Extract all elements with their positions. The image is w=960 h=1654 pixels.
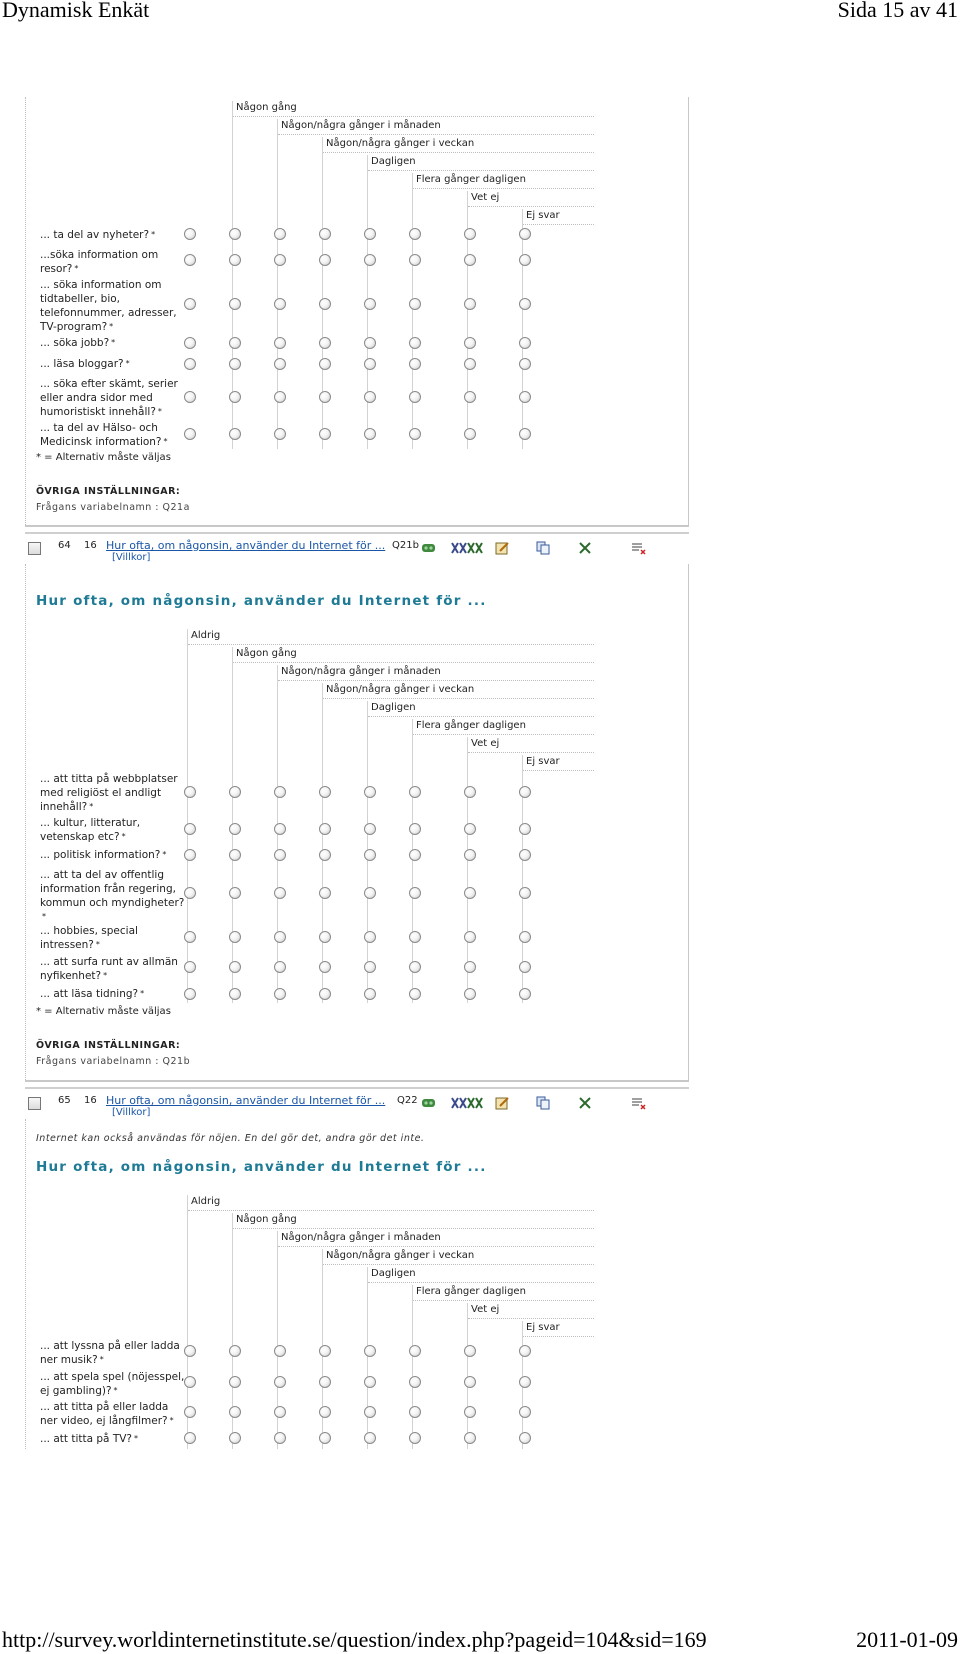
answer-radio[interactable] (184, 337, 196, 349)
answer-radio[interactable] (409, 849, 421, 861)
page-footer-url: http://survey.worldinternetinstitute.se/question/index.php?pageid=104&sid=169 (2, 1627, 707, 1652)
answer-radio[interactable] (364, 1406, 376, 1418)
answer-radio[interactable] (364, 786, 376, 798)
required-marker: * (151, 230, 156, 239)
answer-radio[interactable] (364, 823, 376, 835)
row-label (40, 336, 186, 350)
answer-radio[interactable] (364, 337, 376, 349)
answer-radio[interactable] (464, 988, 476, 1000)
row-label (40, 955, 186, 983)
answer-radio[interactable] (519, 254, 531, 266)
header-rule (278, 134, 594, 135)
copy-icon[interactable] (535, 540, 552, 554)
answer-radio[interactable] (274, 337, 286, 349)
answer-radio[interactable] (519, 849, 531, 861)
header-rule (323, 152, 594, 153)
answer-radio[interactable] (464, 1406, 476, 1418)
row-question-text: ... ta del av Hälso- och Medicinsk information? (40, 422, 162, 448)
row-question-text: ... att ta del av offentlig information från regering, kommun och myndigheter? (40, 869, 185, 909)
answer-radio[interactable] (464, 254, 476, 266)
answer-radio[interactable] (319, 786, 331, 798)
answer-radio[interactable] (409, 337, 421, 349)
answer-radio[interactable] (184, 849, 196, 861)
column-divider (322, 683, 323, 1003)
column-header: Flera gånger dagligen (416, 1286, 526, 1297)
answer-radio[interactable] (364, 1345, 376, 1357)
answer-radio[interactable] (364, 887, 376, 899)
column-header: Någon/några gånger i månaden (281, 1232, 441, 1243)
answer-radio[interactable] (274, 1376, 286, 1388)
answer-radio[interactable] (319, 849, 331, 861)
answer-radio[interactable] (274, 298, 286, 310)
answer-radio[interactable] (409, 988, 421, 1000)
answer-radio[interactable] (464, 337, 476, 349)
answer-radio[interactable] (364, 298, 376, 310)
question-order: 65 (58, 1095, 71, 1106)
header-rule (523, 1336, 594, 1337)
answer-radio[interactable] (319, 1376, 331, 1388)
page-footer-date: 2011-01-09 (856, 1627, 958, 1652)
answer-radio[interactable] (229, 428, 241, 440)
column-header: Någon/några gånger i veckan (326, 138, 475, 149)
column-header: Ej svar (526, 210, 560, 221)
header-rule (323, 698, 594, 699)
answer-radio[interactable] (364, 1432, 376, 1444)
column-header: Ej svar (526, 1322, 560, 1333)
answer-radio[interactable] (184, 358, 196, 370)
delete-question-icon[interactable] (630, 540, 647, 554)
header-rule (323, 1264, 594, 1265)
row-label (40, 421, 186, 449)
answer-radio[interactable] (319, 961, 331, 973)
answer-radio[interactable] (409, 1376, 421, 1388)
header-rule (468, 206, 594, 207)
answer-radio[interactable] (274, 961, 286, 973)
answer-radio[interactable] (464, 1376, 476, 1388)
required-marker: * (169, 1416, 174, 1425)
edit-icon[interactable] (494, 1095, 511, 1109)
answer-radio[interactable] (409, 428, 421, 440)
answer-radio[interactable] (274, 1432, 286, 1444)
answer-radio[interactable] (229, 961, 241, 973)
required-note: * = Alternativ måste väljas (36, 1006, 171, 1017)
answer-radio[interactable] (409, 228, 421, 240)
column-header: Vet ej (471, 192, 500, 203)
answer-radio[interactable] (184, 961, 196, 973)
row-question-text: ... söka jobb? (40, 337, 110, 349)
answer-radio[interactable] (409, 931, 421, 943)
answer-radio[interactable] (519, 887, 531, 899)
answer-radio[interactable] (229, 1376, 241, 1388)
answer-radio[interactable] (229, 931, 241, 943)
answer-radio[interactable] (229, 391, 241, 403)
answer-radio[interactable] (229, 1406, 241, 1418)
question-link[interactable]: Hur ofta, om någonsin, använder du Internet för ... (106, 539, 386, 552)
answer-radio[interactable] (519, 298, 531, 310)
answer-radio[interactable] (274, 988, 286, 1000)
conditions-link[interactable]: [Villkor] (112, 1107, 151, 1118)
column-header: Någon/några gånger i månaden (281, 666, 441, 677)
answer-radio[interactable] (364, 849, 376, 861)
copy-icon[interactable] (535, 1095, 552, 1109)
header-rule (233, 116, 594, 117)
answer-radio[interactable] (519, 823, 531, 835)
answer-radio[interactable] (464, 358, 476, 370)
answer-radio[interactable] (409, 786, 421, 798)
row-question-text: ... att titta på eller ladda ner video, ej långfilmer? (40, 1401, 169, 1427)
column-header: Dagligen (371, 1268, 416, 1279)
required-marker: * (140, 989, 145, 998)
answer-radio[interactable] (319, 391, 331, 403)
answer-radio[interactable] (184, 1345, 196, 1357)
other-settings-heading: ÖVRIGA INSTÄLLNINGAR: (36, 1040, 181, 1051)
answer-radio[interactable] (319, 298, 331, 310)
question-title: Hur ofta, om någonsin, använder du Internet för ... (36, 593, 487, 609)
answer-radio[interactable] (464, 887, 476, 899)
column-header: Aldrig (191, 1196, 221, 1207)
row-question-text: ... att spela spel (nöjesspel, ej gambling)? (40, 1371, 185, 1397)
answer-radio[interactable] (364, 931, 376, 943)
row-label (40, 377, 186, 419)
row-question-text: ... att titta på webbplatser med religiöst el andligt innehåll? (40, 773, 178, 813)
header-rule (368, 170, 594, 171)
question-link[interactable]: Hur ofta, om någonsin, använder du Internet för ... (106, 1094, 386, 1107)
answer-radio[interactable] (409, 1432, 421, 1444)
answer-radio[interactable] (409, 823, 421, 835)
answer-radio[interactable] (184, 1406, 196, 1418)
delete-answers-icon[interactable] (450, 1095, 484, 1109)
answer-radio[interactable] (229, 337, 241, 349)
column-header: Någon/några gånger i månaden (281, 120, 441, 131)
variable-name (36, 1056, 190, 1067)
answer-radio[interactable] (464, 391, 476, 403)
variable-name-label: Frågans variabelnamn : (36, 1056, 163, 1067)
page-header-page-number: Sida 15 av 41 (837, 0, 958, 22)
answer-radio[interactable] (229, 1432, 241, 1444)
answer-radio[interactable] (229, 887, 241, 899)
column-header: Vet ej (471, 1304, 500, 1315)
row-label (40, 816, 186, 844)
header-rule (523, 770, 594, 771)
column-divider (412, 173, 413, 449)
column-header: Flera gånger dagligen (416, 174, 526, 185)
required-marker: * (113, 1386, 118, 1395)
answer-radio[interactable] (319, 428, 331, 440)
answer-radio[interactable] (184, 887, 196, 899)
row-label (40, 248, 186, 276)
answer-radio[interactable] (274, 254, 286, 266)
answer-radio[interactable] (364, 391, 376, 403)
answer-radio[interactable] (464, 786, 476, 798)
header-rule (233, 1228, 594, 1229)
row-label (40, 278, 186, 334)
required-marker: * (111, 338, 116, 347)
answer-radio[interactable] (464, 1345, 476, 1357)
answer-radio[interactable] (229, 254, 241, 266)
header-rule (413, 1300, 594, 1301)
answer-radio[interactable] (409, 391, 421, 403)
row-question-text: ... att lyssna på eller ladda ner musik? (40, 1340, 180, 1366)
row-question-text: ... politisk information? (40, 849, 161, 861)
question-code: Q22 (397, 1095, 418, 1106)
remove-icon[interactable] (577, 1095, 594, 1109)
row-question-text: ... att titta på TV? (40, 1433, 133, 1445)
answer-radio[interactable] (274, 358, 286, 370)
header-rule (278, 1246, 594, 1247)
required-marker: * (163, 437, 168, 446)
answer-radio[interactable] (274, 931, 286, 943)
row-label (40, 848, 186, 862)
row-label (40, 357, 186, 371)
answer-radio[interactable] (184, 988, 196, 1000)
answer-radio[interactable] (319, 1406, 331, 1418)
header-rule (468, 1318, 594, 1319)
answer-radio[interactable] (464, 228, 476, 240)
answer-radio[interactable] (519, 931, 531, 943)
answer-radio[interactable] (364, 1376, 376, 1388)
question-page: 16 (84, 540, 97, 551)
variable-name (36, 502, 190, 513)
delete-question-icon[interactable] (630, 1095, 647, 1109)
answer-radio[interactable] (274, 887, 286, 899)
answer-radio[interactable] (464, 1432, 476, 1444)
answer-radio[interactable] (409, 358, 421, 370)
answer-radio[interactable] (184, 298, 196, 310)
answer-radio[interactable] (319, 988, 331, 1000)
header-rule (188, 644, 594, 645)
answer-radio[interactable] (519, 358, 531, 370)
answer-radio[interactable] (364, 228, 376, 240)
answer-radio[interactable] (184, 931, 196, 943)
answer-radio[interactable] (364, 254, 376, 266)
variable-name-value: Q21a (162, 502, 190, 513)
answer-radio[interactable] (274, 786, 286, 798)
answer-radio[interactable] (519, 428, 531, 440)
column-divider (187, 629, 188, 1003)
answer-radio[interactable] (184, 1432, 196, 1444)
answer-radio[interactable] (464, 428, 476, 440)
column-header: Aldrig (191, 630, 221, 641)
required-marker: * (109, 322, 114, 331)
header-rule (278, 680, 594, 681)
answer-radio[interactable] (184, 428, 196, 440)
question-title: Hur ofta, om någonsin, använder du Internet för ... (36, 1159, 487, 1175)
row-label (40, 987, 186, 1001)
answer-radio[interactable] (184, 786, 196, 798)
answer-radio[interactable] (464, 931, 476, 943)
required-marker: * (162, 850, 167, 859)
header-rule (523, 224, 594, 225)
answer-radio[interactable] (409, 1406, 421, 1418)
answer-radio[interactable] (364, 358, 376, 370)
variable-name-value: Q21b (162, 1056, 191, 1067)
header-rule (413, 734, 594, 735)
answer-radio[interactable] (319, 337, 331, 349)
other-settings-heading: ÖVRIGA INSTÄLLNINGAR: (36, 486, 181, 497)
required-marker: * (103, 971, 108, 980)
answer-radio[interactable] (519, 337, 531, 349)
answer-radio[interactable] (364, 428, 376, 440)
row-label (40, 1400, 186, 1428)
row-question-text: ...söka information om resor? (40, 249, 159, 275)
question-bar-rule (25, 532, 689, 534)
answer-radio[interactable] (274, 391, 286, 403)
required-marker: * (134, 1434, 139, 1443)
row-label (40, 868, 186, 924)
move-icon[interactable] (420, 1095, 437, 1109)
answer-radio[interactable] (409, 961, 421, 973)
edit-icon[interactable] (494, 540, 511, 554)
column-divider (367, 1267, 368, 1449)
answer-radio[interactable] (519, 961, 531, 973)
page-header-title: Dynamisk Enkät (2, 0, 150, 22)
answer-radio[interactable] (519, 391, 531, 403)
remove-icon[interactable] (577, 540, 594, 554)
required-marker: * (157, 407, 162, 416)
answer-radio[interactable] (519, 1406, 531, 1418)
answer-radio[interactable] (319, 358, 331, 370)
question-code: Q21b (392, 540, 419, 551)
row-label (40, 1339, 186, 1367)
answer-radio[interactable] (184, 254, 196, 266)
answer-radio[interactable] (229, 988, 241, 1000)
row-question-text: ... söka information om tidtabeller, bio, telefonnummer, adresser, TV-program? (40, 279, 177, 333)
column-header: Någon gång (236, 1214, 297, 1225)
header-rule (368, 716, 594, 717)
question-page: 16 (84, 1095, 97, 1106)
answer-radio[interactable] (184, 1376, 196, 1388)
answer-radio[interactable] (519, 228, 531, 240)
required-marker: * (42, 912, 46, 921)
answer-radio[interactable] (184, 391, 196, 403)
answer-radio[interactable] (319, 823, 331, 835)
answer-radio[interactable] (409, 298, 421, 310)
required-marker: * (125, 359, 130, 368)
required-note: * = Alternativ måste väljas (36, 452, 171, 463)
column-header: Dagligen (371, 702, 416, 713)
delete-answers-icon[interactable] (450, 540, 484, 554)
answer-radio[interactable] (319, 254, 331, 266)
select-question-checkbox[interactable] (28, 542, 41, 555)
row-question-text: ... läsa bloggar? (40, 358, 124, 370)
answer-radio[interactable] (229, 849, 241, 861)
answer-radio[interactable] (464, 849, 476, 861)
answer-radio[interactable] (519, 786, 531, 798)
question-order: 64 (58, 540, 71, 551)
answer-radio[interactable] (274, 228, 286, 240)
answer-radio[interactable] (519, 1345, 531, 1357)
move-icon[interactable] (420, 540, 437, 554)
header-rule (188, 1210, 594, 1211)
answer-radio[interactable] (229, 823, 241, 835)
answer-radio[interactable] (319, 1432, 331, 1444)
header-rule (368, 1282, 594, 1283)
column-header: Någon gång (236, 648, 297, 659)
panel-border-left (25, 1119, 26, 1449)
answer-radio[interactable] (319, 228, 331, 240)
column-header: Någon/några gånger i veckan (326, 1250, 475, 1261)
column-divider (412, 1285, 413, 1449)
column-divider (522, 209, 523, 449)
column-header: Dagligen (371, 156, 416, 167)
row-label (40, 1432, 186, 1446)
select-question-checkbox[interactable] (28, 1097, 41, 1110)
column-header: Vet ej (471, 738, 500, 749)
answer-radio[interactable] (519, 1432, 531, 1444)
answer-radio[interactable] (184, 823, 196, 835)
row-label (40, 924, 186, 952)
answer-radio[interactable] (519, 1376, 531, 1388)
row-label (40, 772, 186, 814)
row-label (40, 228, 186, 242)
required-marker: * (99, 1355, 104, 1364)
question-intro-text: Internet kan också användas för nöjen. En del gör det, andra gör det inte. (36, 1133, 425, 1144)
column-header: Flera gånger dagligen (416, 720, 526, 731)
header-rule (413, 188, 594, 189)
row-question-text: ... att surfa runt av allmän nyfikenhet? (40, 956, 178, 982)
conditions-link[interactable]: [Villkor] (112, 552, 151, 563)
answer-radio[interactable] (464, 298, 476, 310)
row-question-text: ... hobbies, special intressen? (40, 925, 138, 951)
answer-radio[interactable] (274, 849, 286, 861)
header-rule (233, 662, 594, 663)
answer-radio[interactable] (409, 887, 421, 899)
row-question-text: ... söka efter skämt, serier eller andra sidor med humoristiskt innehåll? (40, 378, 178, 418)
header-rule (468, 752, 594, 753)
answer-radio[interactable] (364, 961, 376, 973)
required-marker: * (74, 264, 79, 273)
answer-radio[interactable] (274, 428, 286, 440)
answer-radio[interactable] (274, 1406, 286, 1418)
answer-radio[interactable] (464, 961, 476, 973)
answer-radio[interactable] (319, 931, 331, 943)
row-label (40, 1370, 186, 1398)
column-header: Någon/några gånger i veckan (326, 684, 475, 695)
column-header: Ej svar (526, 756, 560, 767)
answer-radio[interactable] (364, 988, 376, 1000)
column-header: Någon gång (236, 102, 297, 113)
required-marker: * (121, 832, 126, 841)
answer-radio[interactable] (409, 254, 421, 266)
answer-radio[interactable] (274, 1345, 286, 1357)
row-question-text: ... ta del av nyheter? (40, 229, 150, 241)
answer-radio[interactable] (229, 1345, 241, 1357)
answer-radio[interactable] (274, 823, 286, 835)
required-marker: * (95, 940, 100, 949)
answer-radio[interactable] (464, 823, 476, 835)
question-bar-rule (25, 1087, 689, 1089)
answer-radio[interactable] (409, 1345, 421, 1357)
answer-radio[interactable] (229, 228, 241, 240)
variable-name-label: Frågans variabelnamn : (36, 502, 163, 513)
row-question-text: ... att läsa tidning? (40, 988, 139, 1000)
answer-radio[interactable] (229, 358, 241, 370)
answer-radio[interactable] (319, 887, 331, 899)
answer-radio[interactable] (319, 1345, 331, 1357)
answer-radio[interactable] (519, 988, 531, 1000)
answer-radio[interactable] (229, 298, 241, 310)
answer-radio[interactable] (184, 228, 196, 240)
required-marker: * (89, 802, 94, 811)
row-question-text: ... kultur, litteratur, vetenskap etc? (40, 817, 141, 843)
answer-radio[interactable] (229, 786, 241, 798)
